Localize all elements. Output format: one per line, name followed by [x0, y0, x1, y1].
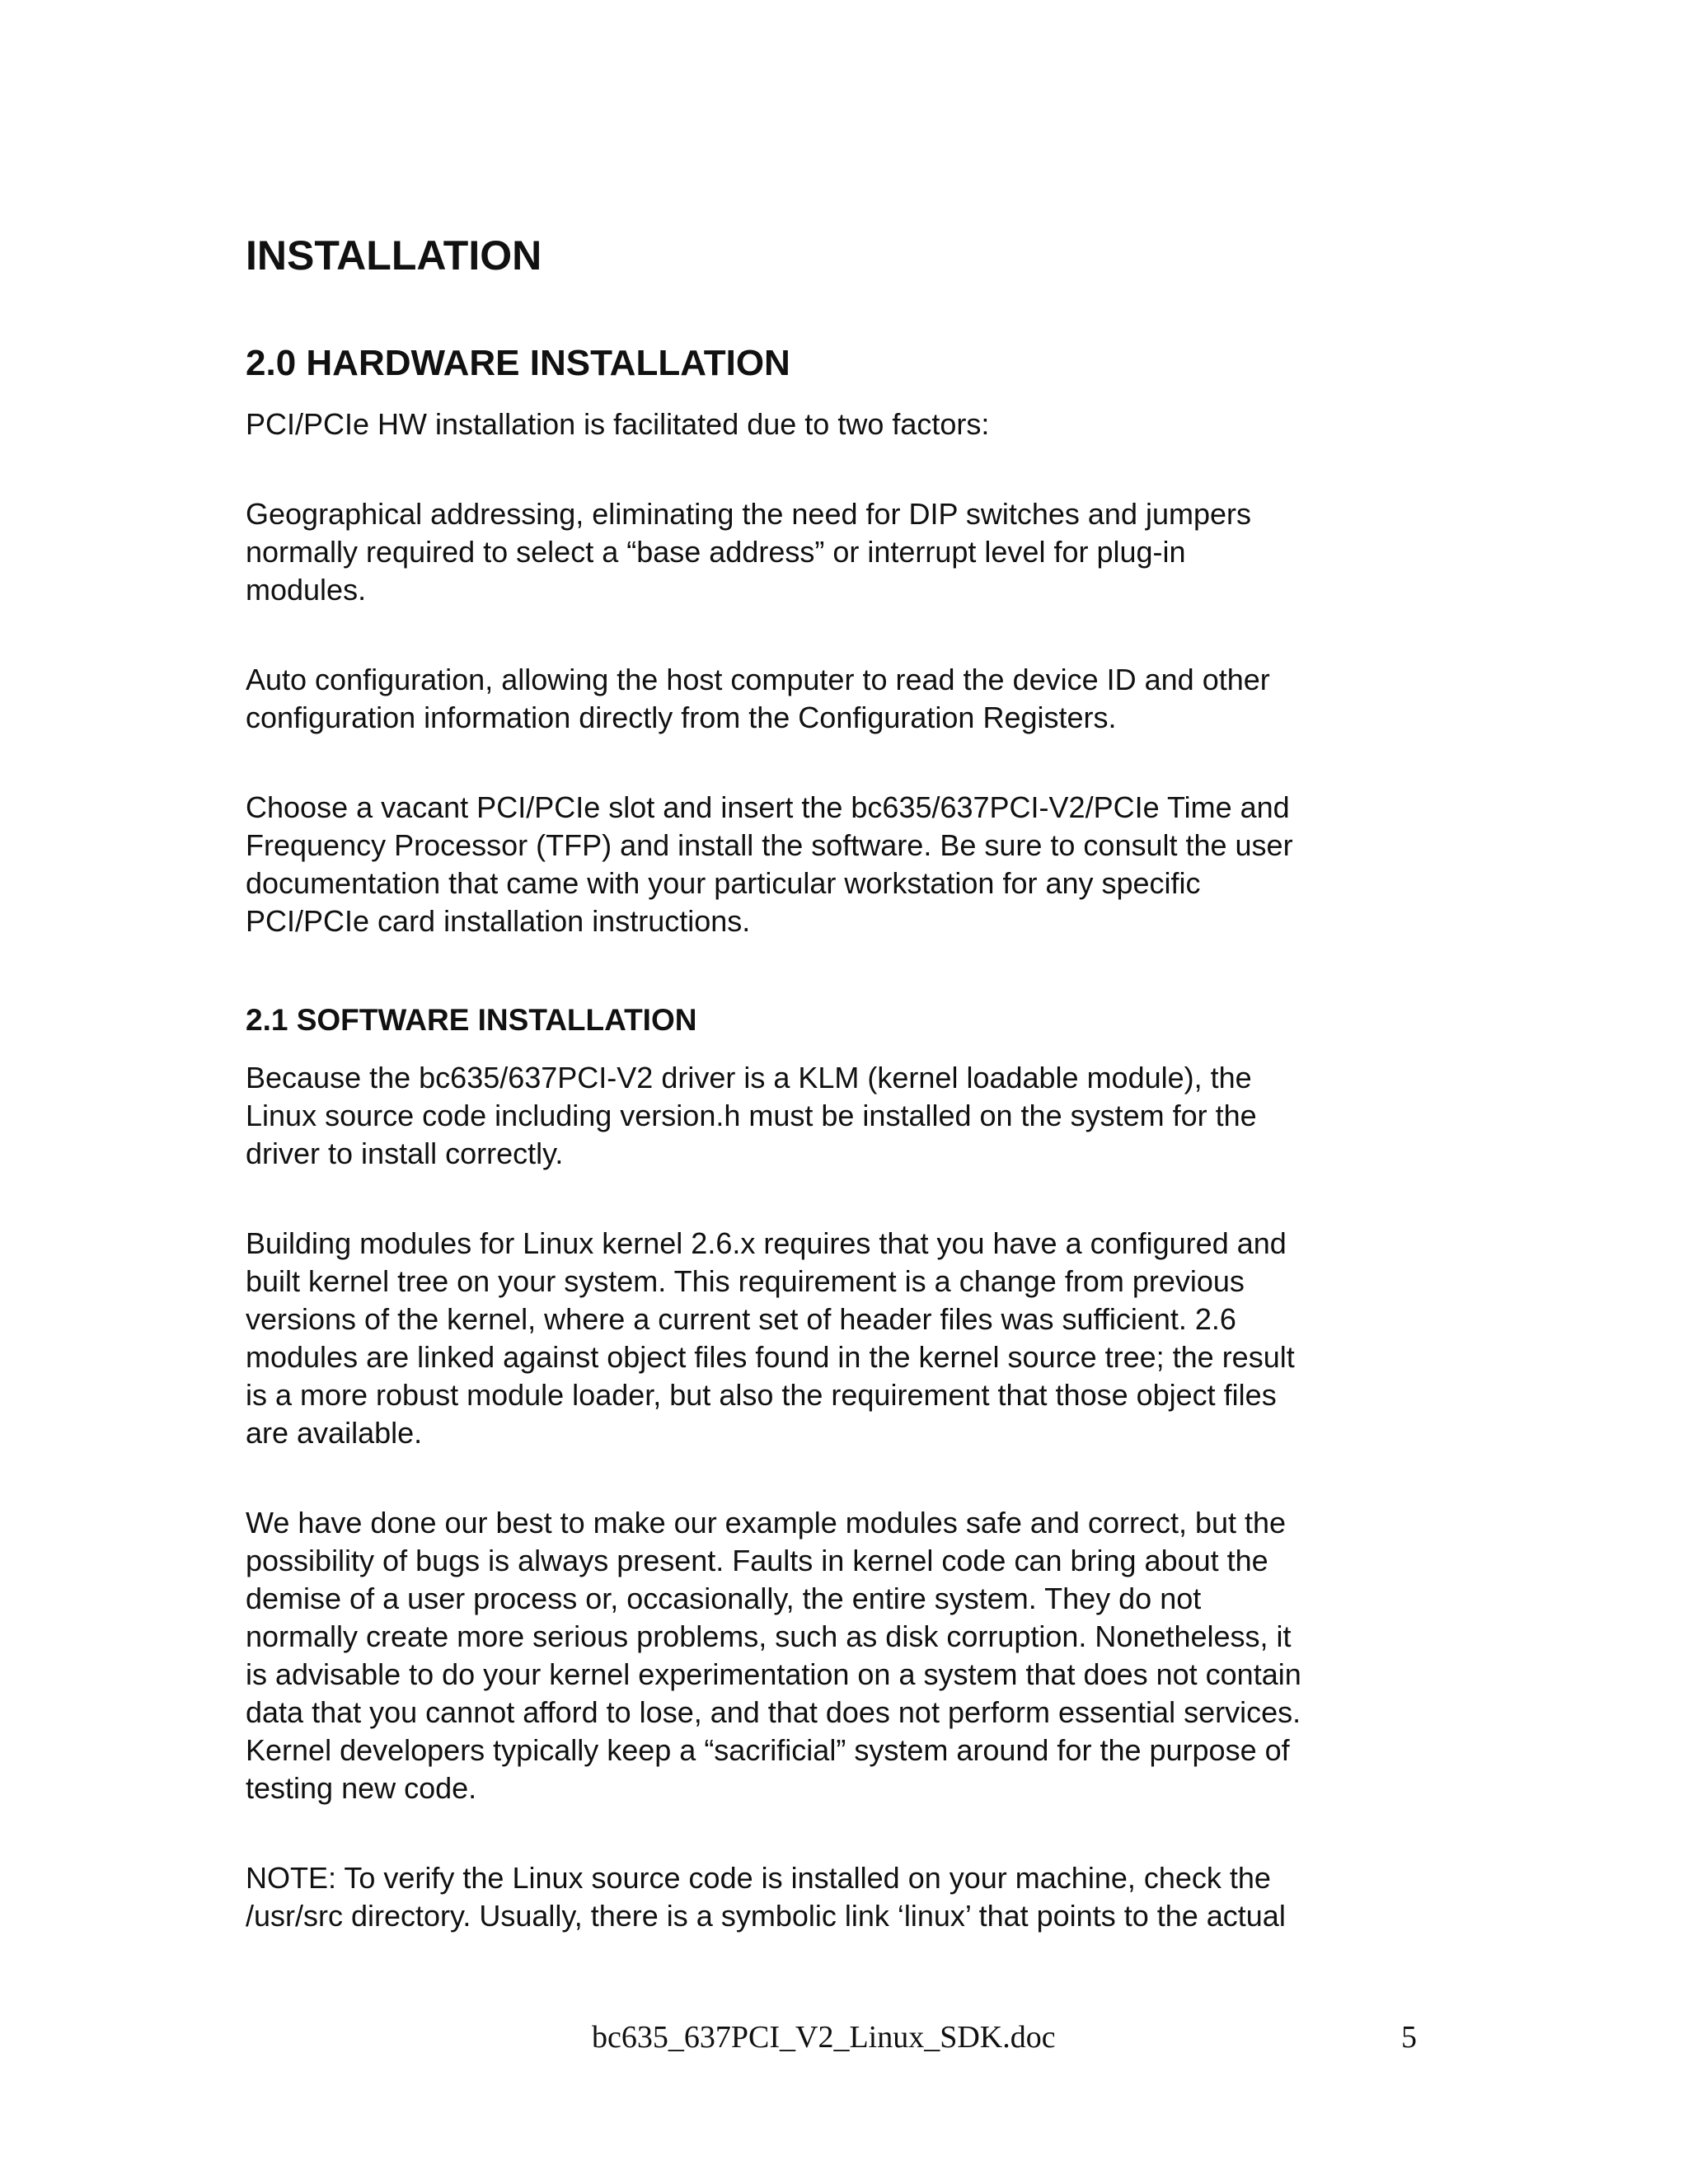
paragraph-hw-intro: PCI/PCIe HW installation is facilitated due to two factors:	[246, 407, 990, 441]
page-title: INSTALLATION	[246, 232, 542, 279]
section-heading-software-installation: 2.1 SOFTWARE INSTALLATION	[246, 1003, 697, 1037]
page-content	[246, 231, 1441, 1935]
page-footer	[0, 2019, 1688, 2060]
paragraph-choose-slot: Choose a vacant PCI/PCIe slot and insert the bc635/637PCI-V2/PCIe Time and Frequency Processor (TFP) and install the software. Be sure to consult the user documentation that came with your particular workstation for any specific PCI/PCIe card installation instructions.	[246, 790, 1293, 938]
paragraph-geographical-addressing: Geographical addressing, eliminating the need for DIP switches and jumpers normally required to select a “base address” or interrupt level for plug-in modules.	[246, 497, 1252, 607]
paragraph-auto-configuration: Auto configuration, allowing the host computer to read the device ID and other configuration information directly from the Configuration Registers.	[246, 663, 1270, 734]
paragraph-note-source-code: NOTE: To verify the Linux source code is installed on your machine, check the /usr/src directory. Usually, there is a symbolic link ‘linux’ that points to the actual	[246, 1861, 1286, 1933]
paragraph-building-modules: Building modules for Linux kernel 2.6.x requires that you have a configured and built kernel tree on your system. This requirement is a change from previous versions of the kernel, where a current set of header files was sufficient. 2.6 modules are linked against object files found in the kernel source tree; the result is a more robust module loader, but also the requirement that those object files are available.	[246, 1226, 1295, 1450]
paragraph-safety-warning: We have done our best to make our example modules safe and correct, but the possibility of bugs is always present. Faults in kernel code can bring about the demise of a user process or, occasionally, the entire system. They do not normally create more serious problems, such as disk corruption. Nonetheless, it is advisable to do your kernel experimentation on a system that does not contain data that you cannot afford to lose, and that does not perform essential services. Kernel developers typically keep a “sacrificial” system around for the purpose of testing new code.	[246, 1506, 1301, 1805]
paragraph-klm-driver: Because the bc635/637PCI-V2 driver is a KLM (kernel loadable module), the Linux source code including version.h must be installed on the system for the driver to install correctly.	[246, 1061, 1257, 1170]
footer-filename: bc635_637PCI_V2_Linux_SDK.doc	[592, 2020, 1056, 2055]
footer-page-number: 5	[1401, 2020, 1417, 2055]
section-heading-hardware-installation: 2.0 HARDWARE INSTALLATION	[246, 343, 790, 383]
